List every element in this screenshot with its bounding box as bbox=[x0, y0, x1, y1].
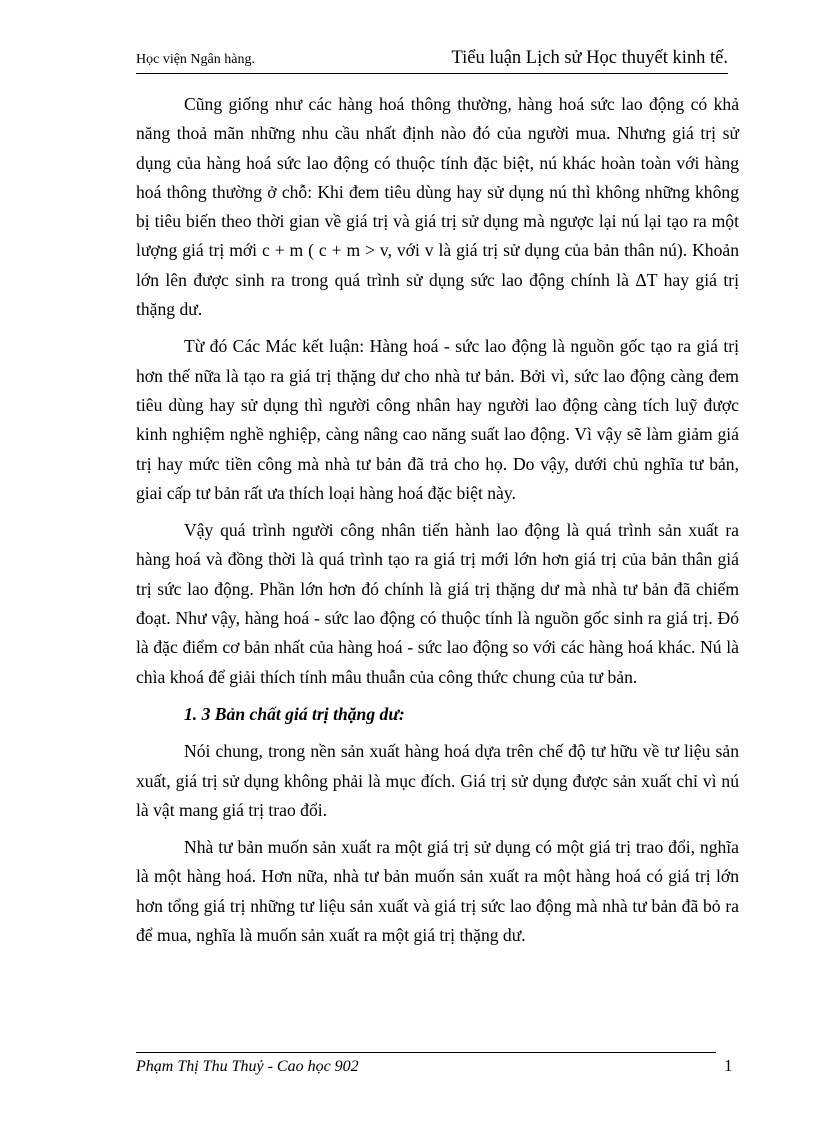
header-divider bbox=[136, 73, 728, 74]
paragraph: Nói chung, trong nền sản xuất hàng hoá dựa trên chế độ tư hữu về tư liệu sản xuất, giá trị sử dụng không phải là mục đích. Giá trị sử dụng được sản xuất chỉ vì nú là vật mang giá trị trao đổi. bbox=[136, 741, 739, 820]
paragraph: Vậy quá trình người công nhân tiến hành lao động là quá trình sản xuất ra hàng hoá và đồng thời là quá trình tạo ra giá trị mới lớn hơn giá trị của bản thân giá trị sức lao động. Phần lớn hơn đó chính là giá trị thặng dư mà nhà tư bản đã chiếm đoạt. Như vậy, hàng hoá - sức lao động có thuộc tính là nguồn gốc sinh ra giá trị. Đó là đặc điểm cơ bản nhất của hàng hoá - sức lao động so với các hàng hoá khác. Nú là chìa khoá để giải thích tính mâu thuẫn của công thức chung của tư bản. bbox=[136, 520, 739, 687]
paragraph: Cũng giống như các hàng hoá thông thường, hàng hoá sức lao động có khả năng thoả mãn những nhu cầu nhất định nào đó của người mua. Nhưng giá trị sử dụng của hàng hoá sức lao động có thuộc tính đặc biệt, nú khác hoàn toàn với hàng hoá thông thường ở chỗ: Khi đem tiêu dùng hay sử dụng nú thì không những không bị tiêu biến theo thời gian về giá trị và giá trị sử dụng mà ngược lại nú lại tạo ra một lượng giá trị mới c + m ( c + m > v, với v là giá trị sử dụng của bản thân nú). Khoản lớn lên được sinh ra trong quá trình sử dụng sức lao động chính là ΔT hay giá trị thặng dư. bbox=[136, 94, 739, 320]
footer-author: Phạm Thị Thu Thuỷ - Cao học 902 bbox=[136, 1058, 359, 1075]
document-body bbox=[136, 90, 739, 958]
paragraph: Nhà tư bản muốn sản xuất ra một giá trị sử dụng có một giá trị trao đổi, nghĩa là một hàng hoá. Hơn nữa, nhà tư bản muốn sản xuất ra một hàng hoá có giá trị lớn hơn tổng giá trị những tư liệu sản xuất và giá trị sức lao động mà nhà tư bản đã bỏ ra để mua, nghĩa là muốn sản xuất ra một giá trị thặng dư. bbox=[136, 837, 739, 946]
footer-divider bbox=[136, 1052, 716, 1053]
header-institution: Học viện Ngân hàng. bbox=[136, 52, 255, 67]
section-heading: 1. 3 Bản chất giá trị thặng dư: bbox=[184, 703, 405, 724]
header-document-title: Tiểu luận Lịch sử Học thuyết kinh tế. bbox=[451, 48, 728, 68]
page-header bbox=[136, 48, 728, 74]
paragraph: Từ đó Các Mác kết luận: Hàng hoá - sức lao động là nguồn gốc tạo ra giá trị hơn thế nữa là tạo ra giá trị thặng dư cho nhà tư bản. Bởi vì, sức lao động càng đem tiêu dùng hay sử dụng thì người công nhân hay người lao động càng tích luỹ được kinh nghiệm nghề nghiệp, càng nâng cao năng suất lao động. Vì vậy sẽ làm giảm giá trị hay mức tiền công mà nhà tư bản đã trả cho họ. Do vậy, dưới chủ nghĩa tư bản, giai cấp tư bản rất ưa thích loại hàng hoá đặc biệt này. bbox=[136, 336, 739, 503]
page-number: 1 bbox=[724, 1056, 733, 1075]
